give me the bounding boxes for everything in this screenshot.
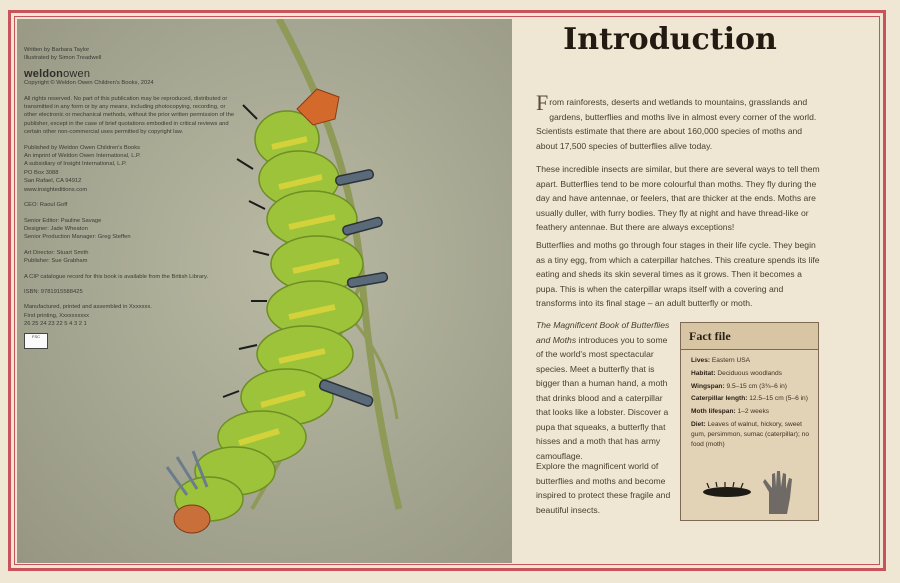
book-title: The Magnificent Book of Butterflies and Moths (536, 320, 670, 345)
intro-paragraph-2: These incredible insects are similar, but there are several ways to tell them apart. Butterflies tend to be more colourful than moths. They fly during the day and have antennae, or feelers, that are thicker at the ends. Moths are usually duller, with furry bodies. They fly at night and have thread-like or feathery antennae. But there are always exceptions! (536, 164, 820, 232)
intro-paragraph-5: Explore the magnificent world of butterflies and moths and become inspired to protect these fragile and beautiful insects. (536, 461, 671, 515)
subsidiary-line: A subsidiary of Insight International, L.P. (24, 161, 127, 168)
illustrated-by: Illustrated by Simon Treadwell (24, 55, 102, 62)
written-by: Written by Barbara Taylor (24, 47, 90, 53)
fsc-logo-icon: FSC (24, 333, 48, 349)
fact-value: 12.5–15 cm (5–6 in) (749, 395, 808, 403)
print-line: 26 25 24 23 22 5 4 3 2 1 (24, 321, 87, 328)
city-line: San Rafael, CA 94912 (24, 178, 82, 185)
designer: Designer: Jade Wheaton (24, 225, 88, 232)
intro-paragraph-1-text: rom rainforests, deserts and wetlands to mountains, grasslands and gardens, butterflies and moths live in almost every corner of the world. Scientists estimate that there are about 160,000 species of moths and about 17,500 species of butterflies alive today. (536, 97, 817, 151)
fact-value: Eastern USA (711, 357, 751, 364)
imprint-credits (24, 46, 239, 356)
intro-paragraph-3: Butterflies and moths go through four stages in their life cycle. They begin as a tiny egg, from which a caterpillar hatches. This creature spends its life eating and sheds its skin several times as it grows. Then it becomes a pupa. This is when the caterpillar wraps itself with a covering and transforms into its final stage – an adult butterfly or moth. (536, 240, 820, 308)
first-printing: First printing, Xxxxxxxxxx (24, 312, 90, 319)
fact-row (691, 420, 810, 449)
caterpillar-silhouette-icon (703, 482, 751, 497)
fact-label: Wingspan: (691, 382, 725, 390)
ceo-line: CEO: Raoul Goff (24, 202, 68, 209)
fact-label: Diet: (691, 420, 706, 428)
art-director: Art Director: Stuart Smith (24, 249, 89, 256)
intro-paragraph-4 (536, 318, 676, 463)
fact-label: Habitat: (691, 369, 716, 377)
manufactured-line: Manufactured, printed and assembled in Xxxxxxx. (24, 304, 152, 311)
fact-value: 9.5–15 cm (3¾–6 in) (726, 382, 787, 390)
intro-paragraph-4-text: introduces you to some of the world's most spectacular species. Meet a butterfly that is bigger than a human hand, a moth that drinks blood and a caterpillar that looks like a lobster. Discover a pupa that squeaks, a butterfly that hisses and a moth that has army camouflage. (536, 334, 669, 461)
senior-editor: Senior Editor: Pauline Savage (24, 217, 102, 224)
intro-paragraph-1 (536, 90, 820, 153)
fact-value: Deciduous woodlands (717, 369, 782, 377)
fact-label: Caterpillar length: (691, 395, 748, 403)
production-manager: Senior Production Manager: Greg Steffen (24, 234, 131, 241)
size-comparison (697, 468, 807, 518)
publisher-logo (24, 67, 239, 80)
fact-row (691, 394, 810, 404)
fact-label: Lives: (691, 357, 711, 364)
copyright-line: Copyright © Weldon Owen Children's Books, 2024 (24, 80, 154, 87)
fact-file-rows (681, 350, 818, 449)
imprint-line: An imprint of Weldon Owen International, L.P. (24, 153, 141, 160)
website: www.insighteditions.com (24, 186, 88, 193)
page-title: Introduction (563, 22, 777, 57)
logo-bold: weldon (24, 67, 64, 80)
fact-row (691, 369, 810, 379)
hand-silhouette-icon (763, 471, 792, 514)
published-by: Published by Weldon Owen Children's Books (24, 144, 141, 151)
fact-label: Moth lifespan: (691, 408, 736, 416)
fact-file-heading: Fact file (681, 323, 818, 350)
fact-row (691, 382, 810, 392)
fact-row (691, 356, 810, 366)
drop-cap: F (536, 90, 549, 115)
logo-light: owen (63, 67, 91, 80)
cip-record: A CIP catalogue record for this book is available from the British Library. (24, 273, 209, 280)
po-box: PO Box 3088 (24, 169, 59, 176)
fact-value: 1–2 weeks (737, 408, 770, 416)
publisher-line: Publisher: Sue Grabham (24, 258, 88, 265)
isbn: ISBN: 9781915588425 (24, 288, 83, 295)
fact-row (691, 407, 810, 417)
rights-statement: All rights reserved. No part of this publication may be reproduced, distributed or transmitted in any form or by any means, including photocopying, recording, or other electronic or mechanical methods, without the prior written permission of the publisher, except in the case of brief quotations embodied in critical reviews and certain other non-commercial uses permitted by copyright law. (24, 95, 235, 136)
fact-value: Leaves of walnut, hickory, sweet gum, persimmon, sumac (caterpillar); no food (moth) (691, 420, 809, 448)
